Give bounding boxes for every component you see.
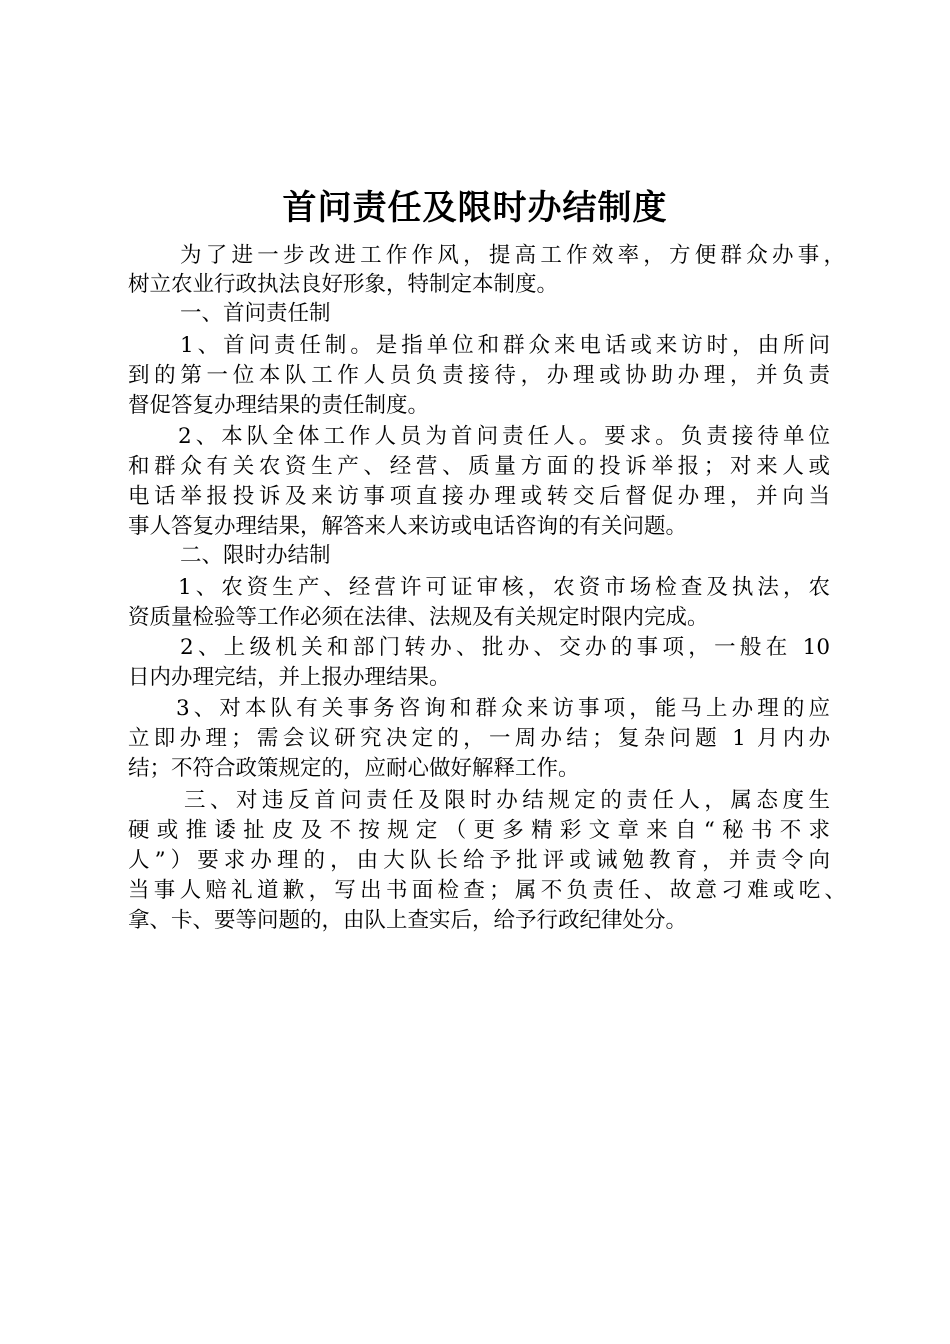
text-line: 为了进一步改进工作作风，提高工作效率，方便群众办事， xyxy=(180,243,845,268)
text-line: 和群众有关农资生产、经营、质量方面的投诉举报；对来人或 xyxy=(128,454,830,479)
text-line: 三、对违反首问责任及限时办结规定的责任人，属态度生 xyxy=(184,788,830,813)
text-line: 硬或推诿扯皮及不按规定（更多精彩文章来自“秘书不求 xyxy=(128,818,830,843)
text-line: 督促答复办理结果的责任制度。 xyxy=(128,393,430,418)
text-line: 事人答复办理结果，解答来人来访或电话咨询的有关问题。 xyxy=(128,514,688,539)
text-line: 当事人赔礼道歉，写出书面检查；属不负责任、故意刁难或吃、 xyxy=(128,878,846,903)
text-line: 1、农资生产、经营许可证审核，农资市场检查及执法，农 xyxy=(178,575,830,600)
section-heading: 二、限时办结制 xyxy=(180,543,331,568)
text-line: 1、首问责任制。是指单位和群众来电话或来访时，由所问 xyxy=(180,333,830,358)
text-line: 3、对本队有关事务咨询和群众来访事项，能马上办理的应 xyxy=(176,696,830,721)
text-line: 2、本队全体工作人员为首问责任人。要求。负责接待单位 xyxy=(178,424,830,449)
text-line: 2、上级机关和部门转办、批办、交办的事项，一般在 10 xyxy=(180,635,830,660)
section-heading: 一、首问责任制 xyxy=(180,301,331,326)
text-line: 树立农业行政执法良好形象，特制定本制度。 xyxy=(128,272,559,297)
text-line: 电话举报投诉及来访事项直接办理或转交后督促办理，并向当 xyxy=(128,484,830,509)
document-title: 首问责任及限时办结制度 xyxy=(282,188,668,228)
text-line: 立即办理；需会议研究决定的，一周办结；复杂问题 1 月内办 xyxy=(128,726,830,751)
text-line: 日内办理完结，并上报办理结果。 xyxy=(128,665,451,690)
text-line: 拿、卡、要等问题的，由队上查实后，给予行政纪律处分。 xyxy=(128,908,688,933)
text-line: 到的第一位本队工作人员负责接待，办理或协助办理，并负责 xyxy=(128,363,830,388)
text-line: 资质量检验等工作必须在法律、法规及有关规定时限内完成。 xyxy=(128,605,709,630)
text-line: 结；不符合政策规定的，应耐心做好解释工作。 xyxy=(128,756,580,781)
text-line: 人”）要求办理的，由大队长给予批评或诫勉教育，并责令向 xyxy=(128,848,830,873)
